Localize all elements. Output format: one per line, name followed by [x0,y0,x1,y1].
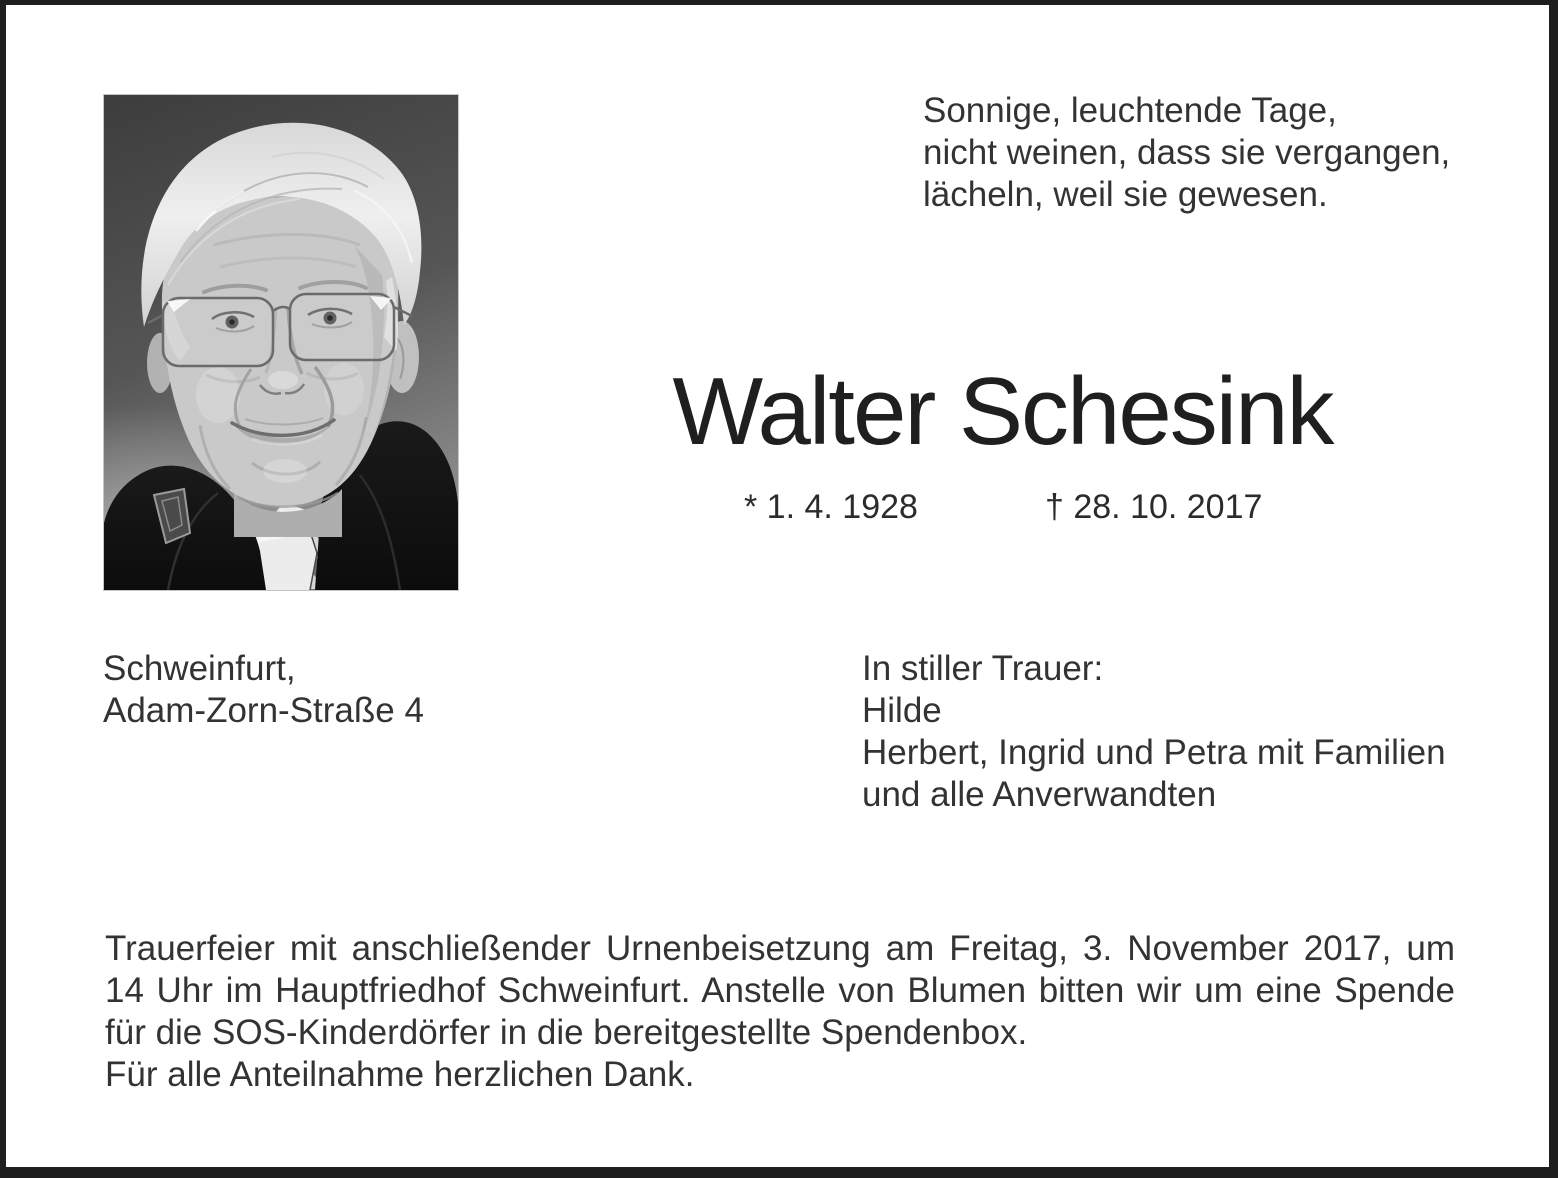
poem-line: lächeln, weil sie gewesen. [923,175,1328,214]
birth-date: * 1. 4. 1928 [744,488,918,526]
funeral-notice [105,928,1455,1096]
deceased-name: Walter Schesink [672,358,1333,465]
poem [923,90,1450,216]
notice-line: 14 Uhr im Hauptfriedhof Schweinfurt. Anstelle von Blumen bitten wir um eine Spende [105,971,1455,1010]
frame-top-border [0,0,1558,5]
address-line: Schweinfurt, [103,649,296,688]
mourners-intro: In stiller Trauer: [862,649,1104,688]
notice-line: Trauerfeier mit anschließender Urnenbeisetzung am Freitag, 3. November 2017, um [105,929,1455,968]
notice-line: für die SOS-Kinderdörfer in die bereitgestellte Spendenbox. [105,1013,1028,1052]
death-date: † 28. 10. 2017 [1045,488,1263,526]
mourner-line: und alle Anverwandten [862,775,1217,814]
poem-line: Sonnige, leuchtende Tage, [923,91,1337,130]
frame-right-border [1549,0,1558,1178]
portrait-photo [103,94,459,591]
frame-bottom-border [0,1167,1558,1178]
mourner-line: Herbert, Ingrid und Petra mit Familien [862,733,1446,772]
poem-line: nicht weinen, dass sie vergangen, [923,133,1451,172]
address-block [103,648,424,732]
mourners-block [862,648,1446,816]
portrait-illustration [104,95,458,590]
mourner-line: Hilde [862,691,942,730]
notice-line: Für alle Anteilnahme herzlichen Dank. [105,1055,695,1094]
frame-left-border [0,0,6,1178]
address-line: Adam-Zorn-Straße 4 [103,691,424,730]
